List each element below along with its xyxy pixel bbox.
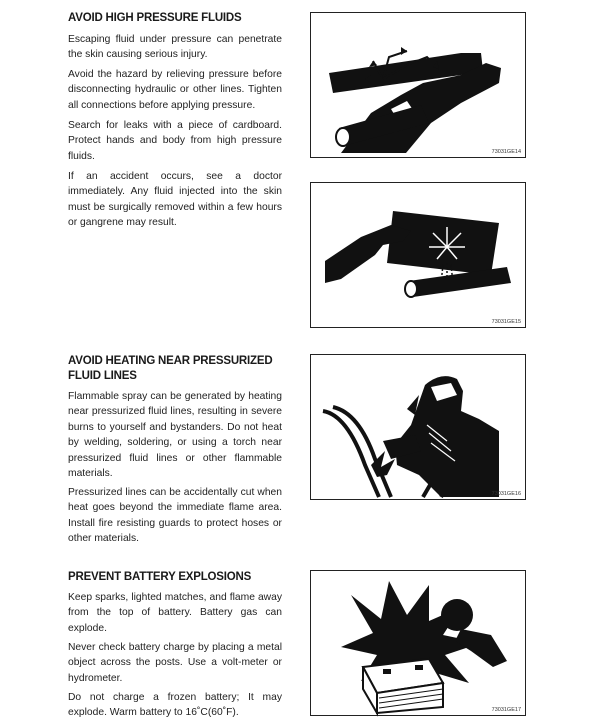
paragraph: Never check battery charge by placing a metal object across the posts. Use a volt-meter or hydrometer. (68, 642, 282, 684)
figure-cardboard-check (310, 182, 526, 328)
figure-code: 73031GE16 (491, 491, 521, 497)
cardboard-leak-check-icon (311, 183, 527, 329)
paragraph: Keep sparks, lighted matches, and flame away from the top of battery. Battery gas can explode. (68, 592, 282, 634)
figure-code: 73031GE14 (491, 149, 521, 155)
figure-code: 73031GE15 (491, 319, 521, 325)
paragraph: Flammable spray can be generated by heating near pressurized fluid lines, resulting in severe burns to yourself and bystanders. Do not heat by welding, soldering, or using a torch near pressurized fluid lines or other flammable materials. (68, 391, 282, 480)
section-title-battery: PREVENT BATTERY EXPLOSIONS (68, 571, 252, 583)
battery-explosion-icon (311, 571, 527, 717)
paragraph: Escaping fluid under pressure can penetrate the skin causing serious injury. (68, 34, 282, 61)
figure-welder (310, 354, 526, 500)
paragraph: Avoid the hazard by relieving pressure before disconnecting hydraulic or other lines. Tighten all connections before applying pressure. (68, 69, 282, 111)
paragraph: Search for leaks with a piece of cardboard. Protect hands and body from high pressure fluids. (68, 120, 282, 162)
paragraph: Do not charge a frozen battery; It may explode. Warm battery to 16˚C(60˚F). (68, 692, 282, 719)
section-title-heating-line2: FLUID LINES (68, 370, 137, 382)
figure-fluid-injection (310, 12, 526, 158)
paragraph: Pressurized lines can be accidentally cut when heat goes beyond the immediate flame area. Install fire resisting guards to protect hoses or other materials. (68, 487, 282, 545)
figure-battery-explosion (310, 570, 526, 716)
section-title-heating-line1: AVOID HEATING NEAR PRESSURIZED (68, 355, 273, 367)
fluid-injection-hand-icon (311, 13, 527, 159)
figure-code: 73031GE17 (491, 707, 521, 713)
welder-near-lines-icon (311, 355, 527, 501)
section-title-high-pressure: AVOID HIGH PRESSURE FLUIDS (68, 12, 242, 24)
paragraph: If an accident occurs, see a doctor immediately. Any fluid injected into the skin must be surgically removed within a few hours or gangrene may result. (68, 171, 282, 229)
